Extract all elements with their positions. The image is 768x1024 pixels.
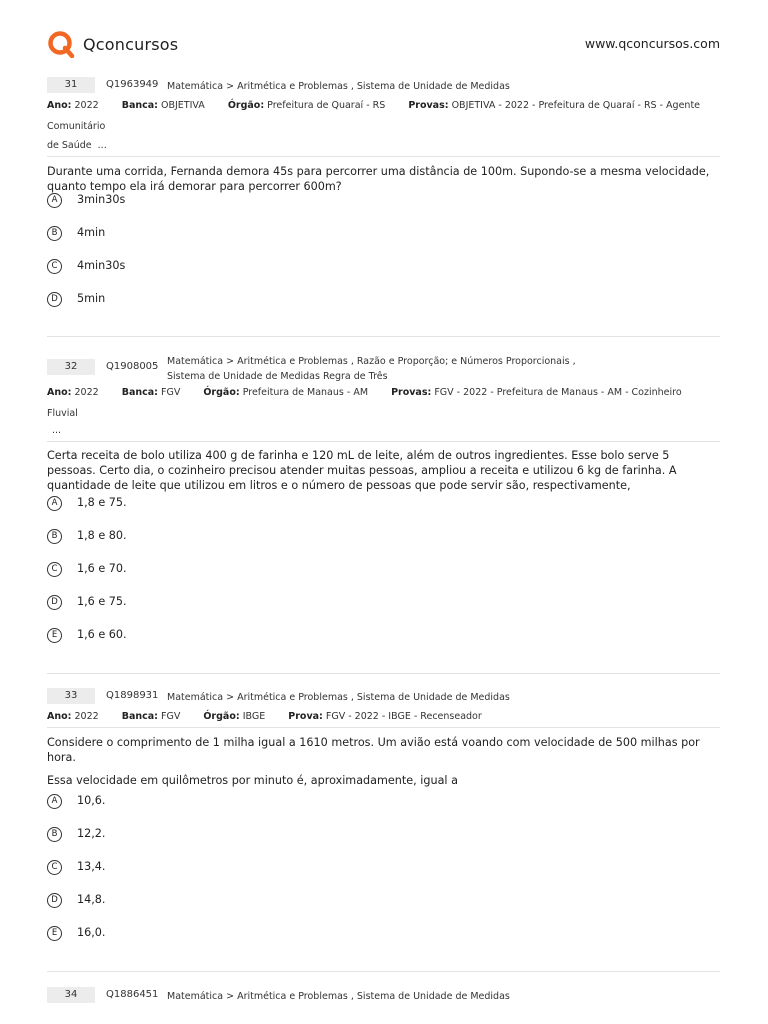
question-stem: Durante uma corrida, Fernanda demora 45s para percorrer uma distância de 100m. Supondo-se a mesma velocidade, quanto tempo ela irá demorar para percorrer 600m?: [47, 165, 710, 193]
option-d[interactable]: D 14,8.: [47, 893, 720, 926]
question-number: 31: [47, 77, 95, 93]
brand-name: Qconcursos: [83, 34, 179, 54]
option-a[interactable]: A 1,8 e 75.: [47, 496, 720, 529]
question-subject: Matemática > Aritmética e Problemas , Sistema de Unidade de Medidas: [167, 81, 510, 92]
question-33: [47, 688, 720, 788]
question-id[interactable]: Q1908005: [106, 361, 159, 372]
option-b[interactable]: B 4min: [47, 226, 720, 259]
question-31: [47, 77, 720, 194]
question-meta-cont: de Saúde ...: [47, 140, 107, 151]
option-c[interactable]: C 13,4.: [47, 860, 720, 893]
site-url[interactable]: www.qconcursos.com: [584, 36, 720, 51]
question-meta: Ano: 2022 Banca: FGV Órgão: Prefeitura de Manaus - AM Provas: FGV - 2022 - Prefeitura de Manaus - AM - Cozinheiro Fluvial: [47, 387, 682, 419]
more-link[interactable]: ...: [52, 425, 62, 436]
question-header: [47, 688, 720, 706]
question-subject: Matemática > Aritmética e Problemas , Sistema de Unidade de Medidas: [167, 692, 510, 703]
question-subject: Matemática > Aritmética e Problemas , Sistema de Unidade de Medidas: [167, 991, 510, 1002]
question-header: [47, 77, 720, 95]
options-31: [47, 193, 720, 325]
question-subject: Matemática > Aritmética e Problemas , Razão e Proporção; e Números Proporcionais , Sistema de Unidade de Medidas Regra de Três: [167, 356, 576, 382]
divider: [47, 441, 720, 442]
question-id[interactable]: Q1963949: [106, 79, 159, 90]
question-separator: [47, 971, 720, 972]
more-link[interactable]: ...: [97, 140, 107, 151]
question-number: 32: [47, 359, 95, 375]
brand-logo[interactable]: [47, 30, 178, 58]
option-c[interactable]: C 1,6 e 70.: [47, 562, 720, 595]
question-number: 34: [47, 987, 95, 1003]
question-id[interactable]: Q1886451: [106, 989, 159, 1000]
option-a[interactable]: A 10,6.: [47, 794, 720, 827]
page-header: [47, 30, 720, 62]
divider: [47, 727, 720, 728]
question-stem-line2: Essa velocidade em quilômetros por minuto é, aproximadamente, igual a: [47, 774, 458, 787]
option-a[interactable]: A 3min30s: [47, 193, 720, 226]
question-stem: Certa receita de bolo utiliza 400 g de farinha e 120 mL de leite, além de outros ingredientes. Esse bolo serve 5 pessoas. Certo dia, o cozinheiro precisou atender muitas pessoas, ampliou a receita e utilizou 6 kg de farinha. A quantidade de leite que utilizou em litros e o número de pessoas que pode servir são, respectivamente,: [47, 449, 677, 492]
question-meta: Ano: 2022 Banca: OBJETIVA Órgão: Prefeitura de Quaraí - RS Provas: OBJETIVA - 2022 - Prefeitura de Quaraí - RS - Agente Comunitário: [47, 100, 701, 132]
option-b[interactable]: B 12,2.: [47, 827, 720, 860]
option-d[interactable]: D 5min: [47, 292, 720, 325]
question-header: [47, 987, 720, 1005]
options-32: [47, 496, 720, 661]
question-separator: [47, 673, 720, 674]
option-c[interactable]: C 4min30s: [47, 259, 720, 292]
question-32: [47, 352, 720, 493]
question-id[interactable]: Q1898931: [106, 690, 159, 701]
question-header: [47, 352, 720, 382]
question-stem-line1: Considere o comprimento de 1 milha igual a 1610 metros. Um avião está voando com velocidade de 500 milhas por hora.: [47, 736, 700, 764]
qconcursos-logo-icon: [47, 30, 75, 58]
question-separator: [47, 336, 720, 337]
option-d[interactable]: D 1,6 e 75.: [47, 595, 720, 628]
divider: [47, 156, 720, 157]
option-e[interactable]: E 16,0.: [47, 926, 720, 959]
question-meta: Ano: 2022 Banca: FGV Órgão: IBGE Prova: FGV - 2022 - IBGE - Recenseador: [47, 711, 482, 722]
options-33: [47, 794, 720, 959]
question-number: 33: [47, 688, 95, 704]
option-b[interactable]: B 1,8 e 80.: [47, 529, 720, 562]
question-34: [47, 987, 720, 1005]
option-e[interactable]: E 1,6 e 60.: [47, 628, 720, 661]
